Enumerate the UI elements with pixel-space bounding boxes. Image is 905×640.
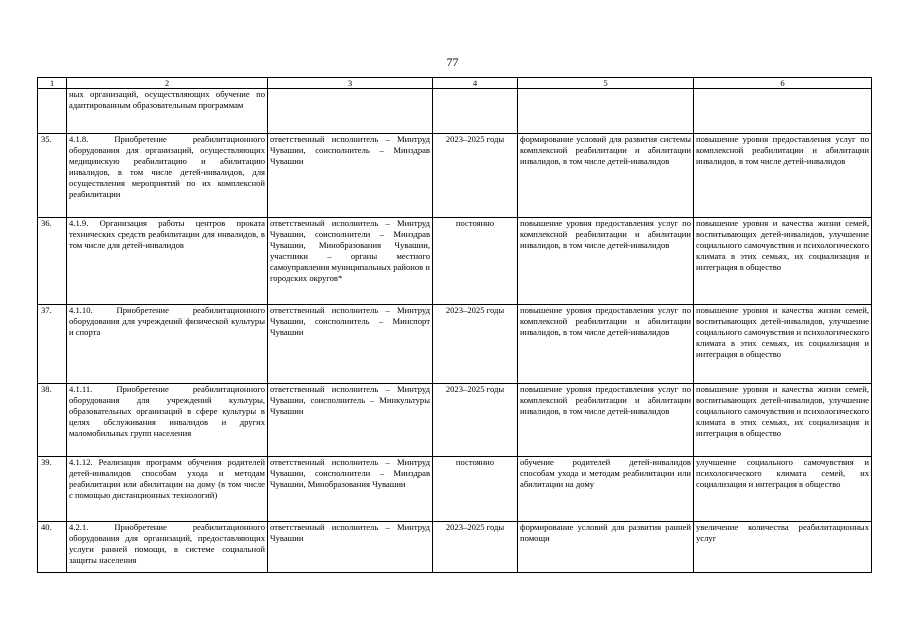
result-cell: повышение уровня предоставления услуг по комплексной реабилитации и абилитации инвалидов, в том числе детей-инвалидов xyxy=(518,305,694,384)
period-cell: постоянно xyxy=(433,218,518,305)
executor-cell: ответственный исполнитель – Минтруд Чувашии, соисполнитель – Минздрав Чувашии xyxy=(268,134,433,218)
table-row xyxy=(38,89,872,134)
period-cell: 2023–2025 годы xyxy=(433,134,518,218)
header-cell: 2 xyxy=(67,78,268,89)
measure-cell: 4.1.10. Приобретение реабилитационного оборудования для учреждений физической культуры и спорта xyxy=(67,305,268,384)
effect-cell: повышение уровня и качества жизни семей, воспитывающих детей-инвалидов, улучшение социального самочувствия и психологического климата в этих семьях, их социализация и интеграция в общество xyxy=(694,218,872,305)
measures-table xyxy=(37,77,872,573)
period-cell: 2023–2025 годы xyxy=(433,305,518,384)
table-row xyxy=(38,218,872,305)
page-number: 77 xyxy=(446,55,459,69)
header-cell: 3 xyxy=(268,78,433,89)
result-cell: формирование условий для развития системы комплексной реабилитации и абилитации инвалидов, в том числе детей-инвалидов xyxy=(518,134,694,218)
header-cell: 4 xyxy=(433,78,518,89)
executor-cell: ответственный исполнитель – Минтруд Чувашии, соисполнитель – Минспорт Чувашии xyxy=(268,305,433,384)
effect-cell: повышение уровня предоставления услуг по комплексной реабилитации и абилитации инвалидов, в том числе детей-инвалидов xyxy=(694,134,872,218)
effect-cell xyxy=(694,89,872,134)
row-number: 35. xyxy=(38,134,67,218)
effect-cell: улучшение социального самочувствия и психологического климата семей, их социализация и интеграция в общество xyxy=(694,457,872,522)
effect-cell: увеличение количества реабилитационных услуг xyxy=(694,522,872,573)
row-number: 36. xyxy=(38,218,67,305)
measure-cell: 4.1.11. Приобретение реабилитационного оборудования для учреждений культуры, образовательных организаций в сфере культуры в целях обслуживания инвалидов и других маломобильных групп населения xyxy=(67,384,268,457)
table-row xyxy=(38,457,872,522)
measure-cell: 4.1.8. Приобретение реабилитационного оборудования для организаций, осуществляющих медицинскую реабилитацию и абилитацию инвалидов, в том числе детей-инвалидов, для осуществления мероприятий по их комплексной реабилитации xyxy=(67,134,268,218)
measure-cell: ных организаций, осуществляющих обучение по адаптированным образовательным программам xyxy=(67,89,268,134)
table-row xyxy=(38,134,872,218)
executor-cell: ответственный исполнитель – Минтруд Чувашии, соисполнители – Минздрав Чувашии, Минобразования Чувашии xyxy=(268,457,433,522)
row-number: 39. xyxy=(38,457,67,522)
header-cell: 5 xyxy=(518,78,694,89)
effect-cell: повышение уровня и качества жизни семей, воспитывающих детей-инвалидов, улучшение социального самочувствия и психологического климата в этих семьях, их социализация и интеграция в общество xyxy=(694,384,872,457)
executor-cell: ответственный исполнитель – Минтруд Чувашии, соисполнители – Минздрав Чувашии, Минобразования Чувашии, участники – органы местного самоуправления муниципальных районов и городских округов* xyxy=(268,218,433,305)
row-number: 38. xyxy=(38,384,67,457)
measure-cell: 4.1.9. Организация работы центров проката технических средств реабилитации для инвалидов, в том числе для детей-инвалидов xyxy=(67,218,268,305)
result-cell: повышение уровня предоставления услуг по комплексной реабилитации и абилитации инвалидов, в том числе детей-инвалидов xyxy=(518,384,694,457)
header-cell: 6 xyxy=(694,78,872,89)
effect-cell: повышение уровня и качества жизни семей, воспитывающих детей-инвалидов, улучшение социального самочувствия и психологического климата в этих семьях, их социализация и интеграция в общество xyxy=(694,305,872,384)
executor-cell: ответственный исполнитель – Минтруд Чувашии xyxy=(268,522,433,573)
period-cell: 2023–2025 годы xyxy=(433,384,518,457)
period-cell: 2023–2025 годы xyxy=(433,522,518,573)
executor-cell: ответственный исполнитель – Минтруд Чувашии, соисполнитель – Минкультуры Чувашии xyxy=(268,384,433,457)
row-number: 40. xyxy=(38,522,67,573)
header-cell: 1 xyxy=(38,78,67,89)
table-header-row xyxy=(38,78,872,89)
period-cell: постоянно xyxy=(433,457,518,522)
executor-cell xyxy=(268,89,433,134)
measure-cell: 4.2.1. Приобретение реабилитационного оборудования для организаций, предоставляющих услуги ранней помощи, в системе социальной защиты населения xyxy=(67,522,268,573)
table-row xyxy=(38,384,872,457)
result-cell: обучение родителей детей-инвалидов способам ухода и методам реабилитации или абилитации на дому xyxy=(518,457,694,522)
row-number: 37. xyxy=(38,305,67,384)
table-row xyxy=(38,522,872,573)
result-cell xyxy=(518,89,694,134)
measure-cell: 4.1.12. Реализация программ обучения родителей детей-инвалидов способам ухода и методам реабилитации или абилитации на дому (в том числе с помощью дистанционных технологий) xyxy=(67,457,268,522)
table-row xyxy=(38,305,872,384)
row-number xyxy=(38,89,67,134)
result-cell: повышение уровня предоставления услуг по комплексной реабилитации и абилитации инвалидов, в том числе детей-инвалидов xyxy=(518,218,694,305)
result-cell: формирование условий для развития ранней помощи xyxy=(518,522,694,573)
period-cell xyxy=(433,89,518,134)
